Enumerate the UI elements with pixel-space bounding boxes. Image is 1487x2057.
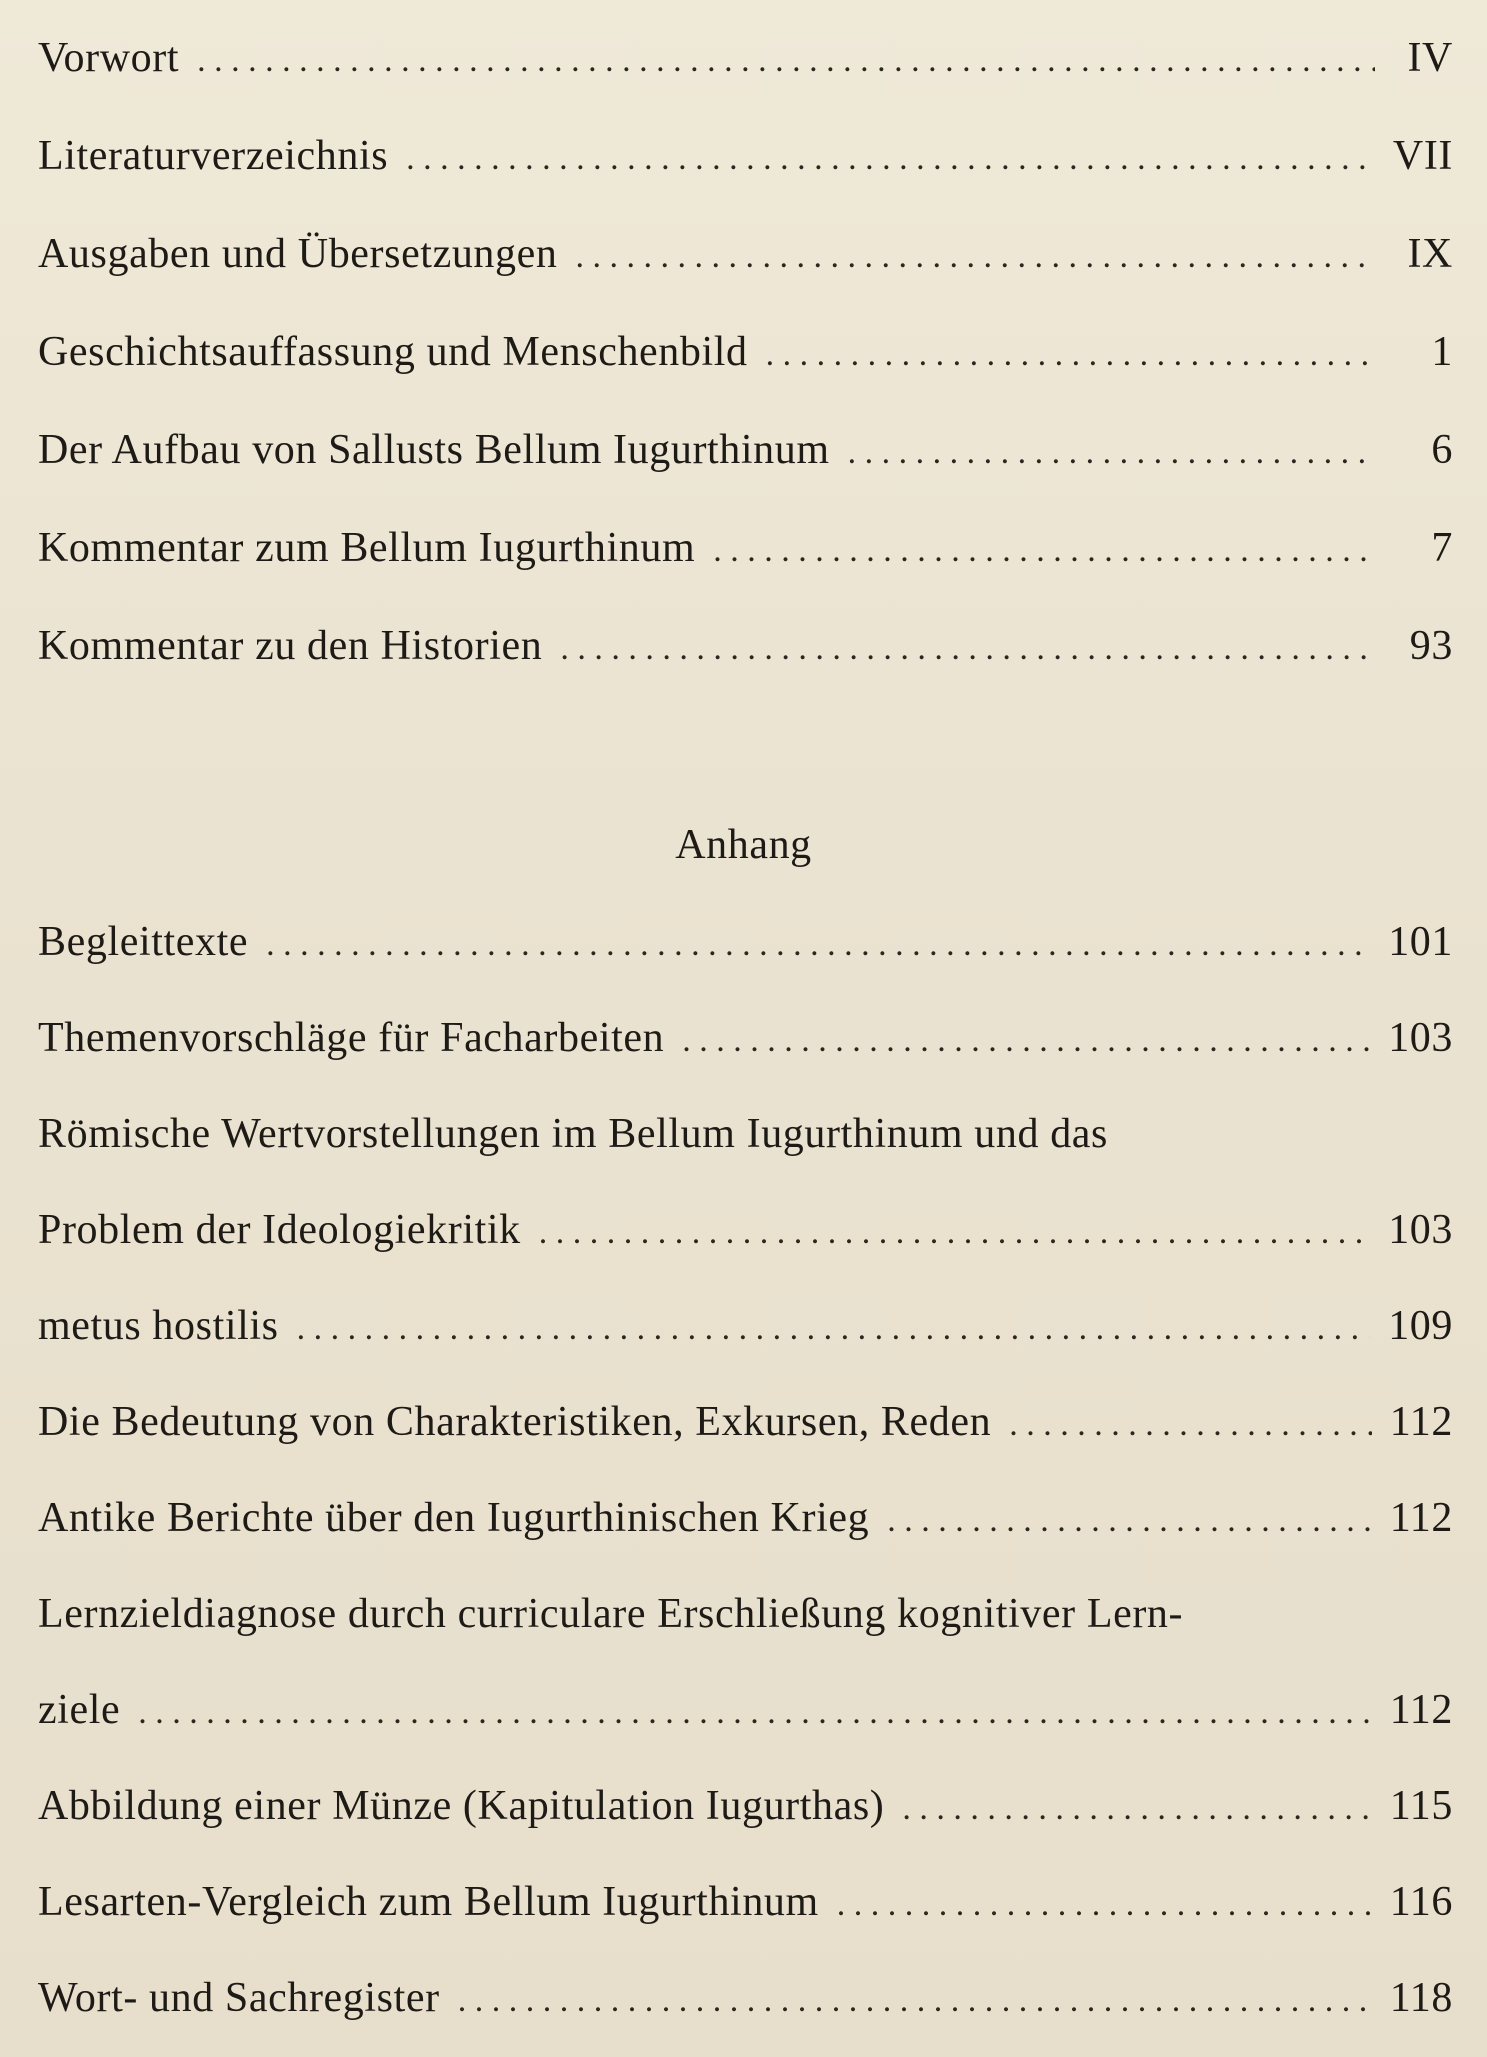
toc-entry — [38, 912, 1453, 972]
dot-leader — [197, 31, 1375, 91]
toc-entry-title: Die Bedeutung von Charakteristiken, Exkursen, Reden — [38, 1399, 992, 1445]
toc-entry-page: VII — [1392, 133, 1453, 179]
dot-leader — [539, 1203, 1370, 1263]
toc-entry — [38, 322, 1453, 382]
toc-entry-title: Geschichtsauffassung und Menschenbild — [38, 329, 748, 375]
toc-entry-page: 103 — [1388, 1207, 1453, 1253]
dot-leader — [766, 325, 1375, 385]
toc-entry-page: 93 — [1409, 623, 1453, 669]
toc-entry — [38, 1680, 1453, 1740]
toc-entry-title-line: Lernzieldiagnose durch curriculare Erschließung kognitiver Lern- — [38, 1591, 1184, 1637]
appendix-heading: Anhang — [675, 822, 812, 868]
dot-leader — [297, 1299, 1371, 1359]
toc-entry — [38, 1776, 1453, 1836]
toc-entry-page: 7 — [1431, 525, 1453, 571]
toc-entry — [38, 1008, 1453, 1068]
dot-leader — [266, 915, 1370, 975]
toc-entry — [38, 1392, 1453, 1452]
toc-entry — [38, 616, 1453, 676]
toc-entry-title: Begleittexte — [38, 919, 249, 965]
toc-entry-title: Kommentar zu den Historien — [38, 623, 543, 669]
dot-leader — [575, 227, 1375, 287]
toc-entry-title: Literaturverzeichnis — [38, 133, 389, 179]
toc-entry-title: Ausgaben und Übersetzungen — [38, 231, 558, 277]
toc-entry-title: Der Aufbau von Sallusts Bellum Iugurthinum — [38, 427, 830, 473]
toc-entry-page: 112 — [1389, 1495, 1453, 1541]
toc-entry — [38, 1488, 1453, 1548]
toc-entry-page: 101 — [1388, 919, 1453, 965]
toc-entry-title: Themenvorschläge für Facharbeiten — [38, 1015, 665, 1061]
toc-entry — [38, 1968, 1453, 2028]
toc-entry-first-line — [38, 1584, 1358, 1644]
dot-leader — [560, 619, 1375, 679]
dot-leader — [887, 1491, 1372, 1551]
toc-entry-title: Abbildung einer Münze (Kapitulation Iugurthas) — [38, 1783, 885, 1829]
dot-leader — [1009, 1395, 1372, 1455]
toc-entry — [38, 420, 1453, 480]
toc-entry-page: 103 — [1388, 1015, 1453, 1061]
toc-entry — [38, 1200, 1453, 1260]
toc-entry — [38, 126, 1453, 186]
toc-entry-title: Lesarten-Vergleich zum Bellum Iugurthinum — [38, 1879, 819, 1925]
toc-entry-title: Kommentar zum Bellum Iugurthinum — [38, 525, 696, 571]
toc-entry-page: 112 — [1389, 1399, 1453, 1445]
dot-leader — [682, 1011, 1370, 1071]
dot-leader — [713, 521, 1375, 581]
dot-leader — [458, 1971, 1372, 2031]
toc-entry-page: 1 — [1431, 329, 1453, 375]
toc-entry — [38, 1872, 1453, 1932]
toc-entry-title: Wort- und Sachregister — [38, 1975, 440, 2021]
toc-entry-page: 6 — [1431, 427, 1453, 473]
toc-entry-page: 116 — [1389, 1879, 1453, 1925]
toc-entry-title: Antike Berichte über den Iugurthinischen Krieg — [38, 1495, 870, 1541]
toc-entry-page: 109 — [1388, 1303, 1453, 1349]
dot-leader — [138, 1683, 1371, 1743]
toc-entry-page: 118 — [1389, 1975, 1453, 2021]
toc-entry-title: ziele — [38, 1687, 121, 1733]
dot-leader — [406, 129, 1375, 189]
toc-entry — [38, 1296, 1453, 1356]
toc-entry-title-line: Römische Wertvorstellungen im Bellum Iugurthinum und das — [38, 1111, 1108, 1157]
toc-entry-first-line — [38, 1104, 1358, 1164]
dot-leader — [848, 423, 1375, 483]
toc-entry-page: 115 — [1389, 1783, 1453, 1829]
dot-leader — [902, 1779, 1371, 1839]
dot-leader — [837, 1875, 1372, 1935]
toc-entry — [38, 28, 1453, 88]
toc-entry-page: 112 — [1389, 1687, 1453, 1733]
toc-entry-page: IX — [1407, 231, 1453, 277]
toc-entry-title: Problem der Ideologiekritik — [38, 1207, 521, 1253]
toc-entry — [38, 224, 1453, 284]
toc-entry-title: Vorwort — [38, 35, 180, 81]
toc-entry-page: IV — [1407, 35, 1453, 81]
toc-entry-title: metus hostilis — [38, 1303, 279, 1349]
toc-entry — [38, 518, 1453, 578]
